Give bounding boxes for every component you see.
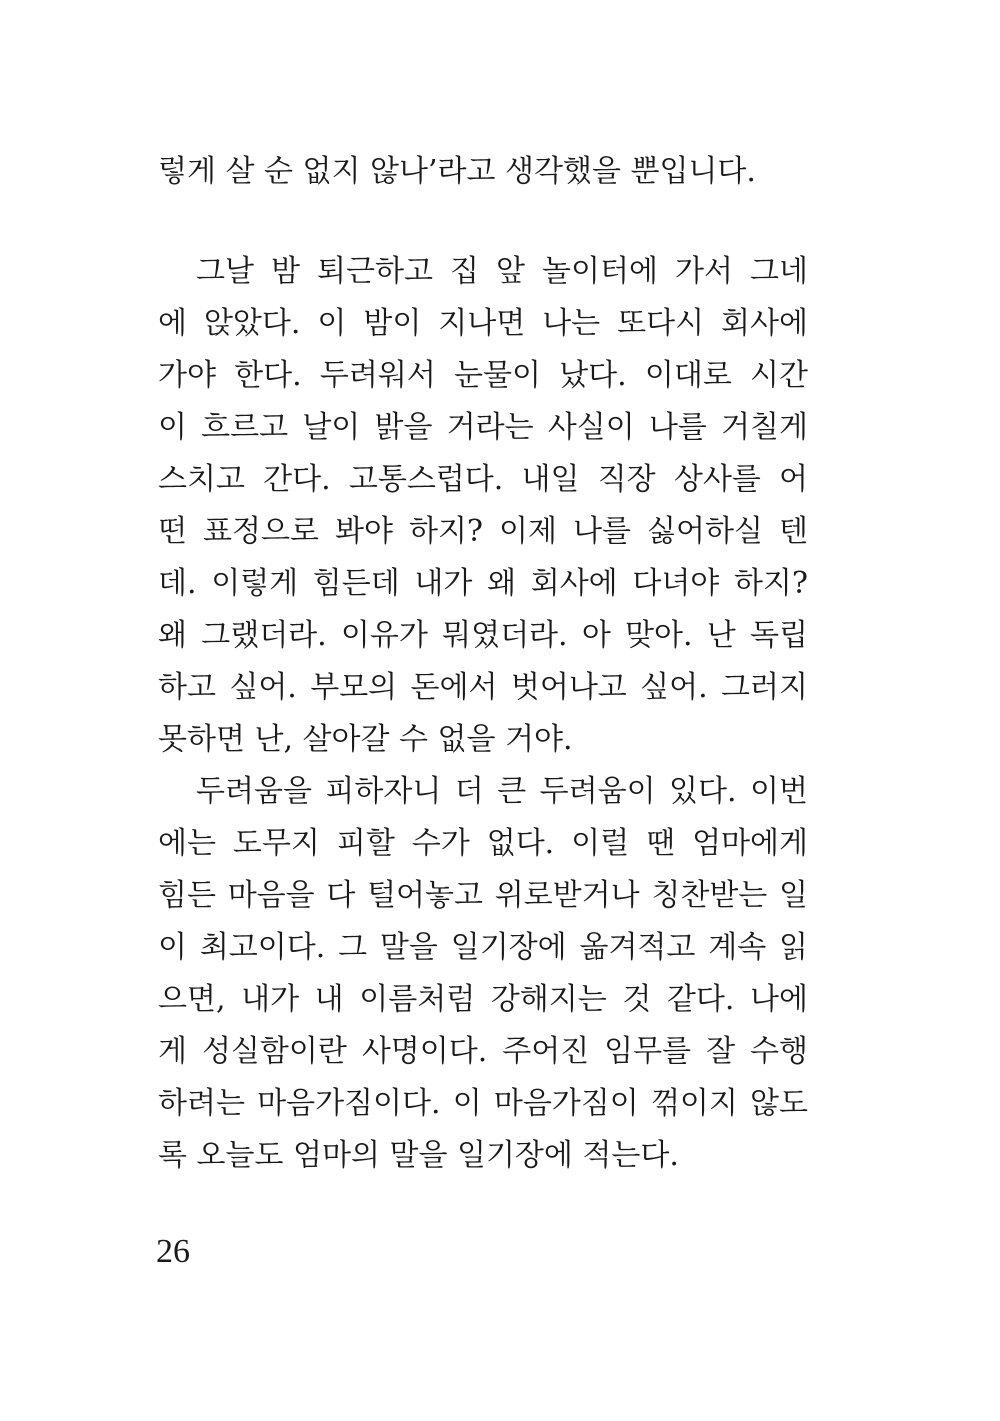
body-text-line: 하고 싶어. 부모의 돈에서 벗어나고 싶어. 그러지 [158, 670, 808, 705]
body-text-line: 하려는 마음가짐이다. 이 마음가짐이 꺾이지 않도 [158, 1086, 808, 1121]
body-text-line: 데. 이렇게 힘든데 내가 왜 회사에 다녀야 하지? [158, 566, 808, 601]
body-text-line: 에는 도무지 피할 수가 없다. 이럴 땐 엄마에게 [158, 826, 808, 861]
body-text-line: 힘든 마음을 다 털어놓고 위로받거나 칭찬받는 일 [158, 878, 808, 913]
body-text-line: 두려움을 피하자니 더 큰 두려움이 있다. 이번 [196, 774, 808, 809]
body-text-line: 록 오늘도 엄마의 말을 일기장에 적는다. [158, 1138, 679, 1173]
body-text-line: 떤 표정으로 봐야 하지? 이제 나를 싫어하실 텐 [158, 514, 808, 549]
page-number: 26 [156, 1233, 190, 1270]
body-text-line: 이 최고이다. 그 말을 일기장에 옮겨적고 계속 읽 [158, 930, 808, 965]
body-text-line: 게 성실함이란 사명이다. 주어진 임무를 잘 수행 [158, 1034, 808, 1069]
body-text-line: 이 흐르고 날이 밝을 거라는 사실이 나를 거칠게 [158, 410, 808, 445]
body-text-line: 으면, 내가 내 이름처럼 강해지는 것 같다. 나에 [158, 982, 808, 1017]
body-text-line: 렇게 살 순 없지 않나’라고 생각했을 뿐입니다. [158, 154, 756, 189]
body-text-line: 에 앉았다. 이 밤이 지나면 나는 또다시 회사에 [158, 306, 808, 341]
body-text-line: 가야 한다. 두려워서 눈물이 났다. 이대로 시간 [158, 358, 808, 393]
body-text-line: 왜 그랬더라. 이유가 뭐였더라. 아 맞아. 난 독립 [158, 618, 808, 653]
body-text-line: 스치고 간다. 고통스럽다. 내일 직장 상사를 어 [158, 462, 808, 497]
body-text-line: 그날 밤 퇴근하고 집 앞 놀이터에 가서 그네 [196, 254, 808, 289]
body-text-line: 못하면 난, 살아갈 수 없을 거야. [158, 722, 573, 757]
